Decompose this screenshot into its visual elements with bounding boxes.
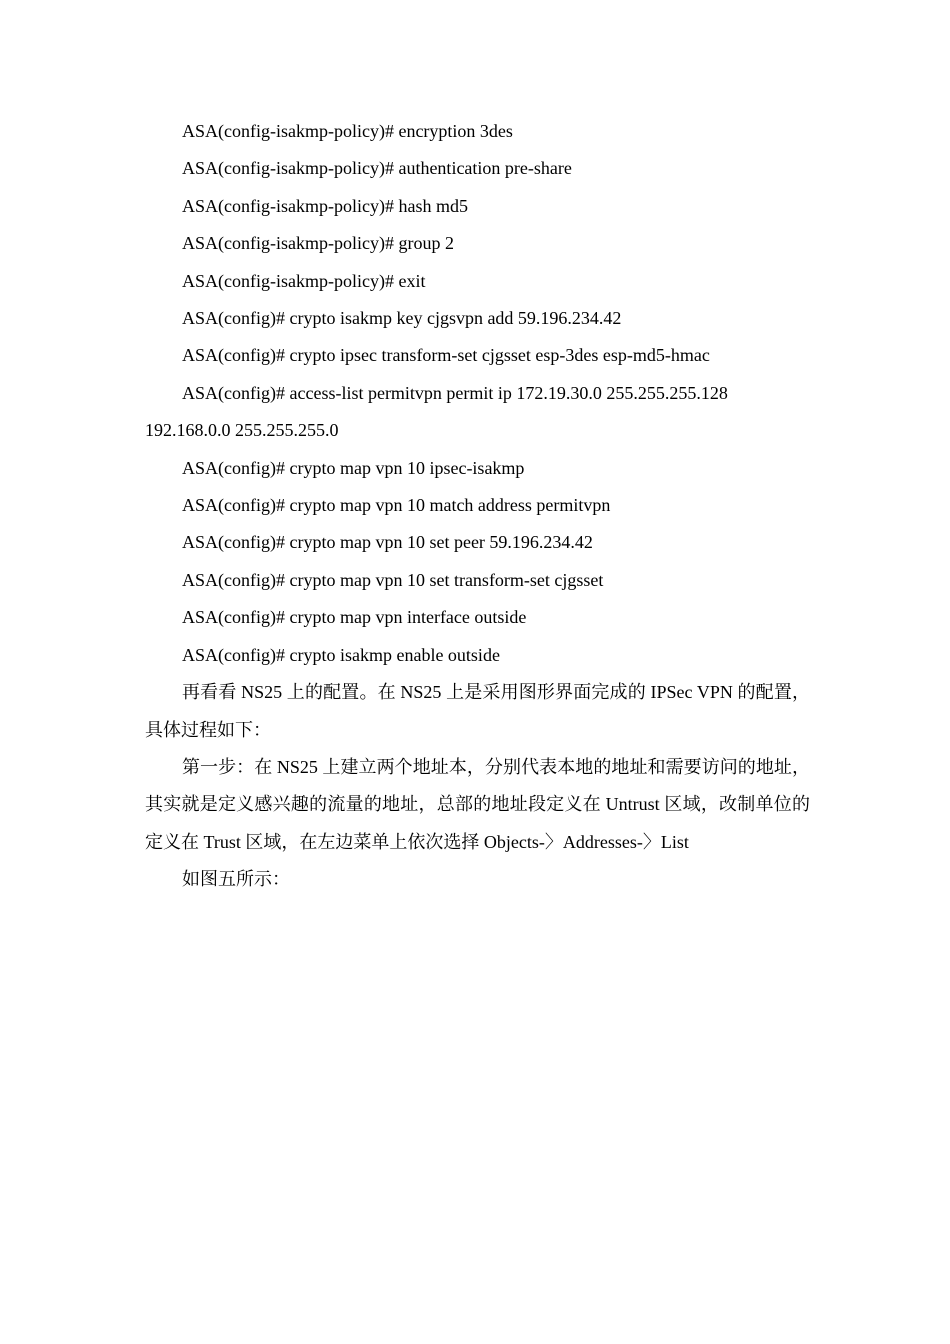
config-line-group: ASA(config-isakmp-policy)# group 2: [182, 233, 454, 254]
config-line-match-address: ASA(config)# crypto map vpn 10 match address permitvpn: [182, 495, 611, 516]
config-line-hash: ASA(config-isakmp-policy)# hash md5: [182, 195, 468, 216]
config-line-access-list-continued: 192.168.0.0 255.255.255.0: [145, 420, 339, 441]
config-line-encryption: ASA(config-isakmp-policy)# encryption 3des: [182, 121, 513, 141]
config-line-set-transform: ASA(config)# crypto map vpn 10 set transform-set cjgsset: [182, 569, 604, 590]
config-line-transform-set: ASA(config)# crypto ipsec transform-set cjgsset esp-3des esp-md5-hmac: [182, 345, 710, 366]
document-body: [145, 113, 810, 899]
config-line-set-peer: ASA(config)# crypto map vpn 10 set peer 59.196.234.42: [182, 532, 593, 553]
paragraph-figure-ref: 如图五所示：: [182, 869, 290, 890]
config-line-exit: ASA(config-isakmp-policy)# exit: [182, 270, 426, 291]
config-line-access-list: ASA(config)# access-list permitvpn permit ip 172.19.30.0 255.255.255.128: [182, 382, 728, 403]
config-line-isakmp-key: ASA(config)# crypto isakmp key cjgsvpn add 59.196.234.42: [182, 308, 622, 329]
config-line-crypto-map: ASA(config)# crypto map vpn 10 ipsec-isakmp: [182, 457, 525, 478]
config-line-authentication: ASA(config-isakmp-policy)# authentication pre-share: [182, 158, 572, 179]
paragraph-ns25-intro: 再看看 NS25 上的配置。在 NS25 上是采用图形界面完成的 IPSec VPN 的配置，具体过程如下：: [145, 682, 810, 740]
paragraph-step1: 第一步：在 NS25 上建立两个地址本，分别代表本地的地址和需要访问的地址，其实就是定义感兴趣的流量的地址，总部的地址段定义在 Untrust 区域，改制单位的定义在 Trust 区域，在左边菜单上依次选择 Objects-〉Addresses-〉List: [145, 756, 810, 852]
config-line-isakmp-enable: ASA(config)# crypto isakmp enable outside: [182, 644, 500, 665]
config-line-map-interface: ASA(config)# crypto map vpn interface outside: [182, 607, 527, 628]
